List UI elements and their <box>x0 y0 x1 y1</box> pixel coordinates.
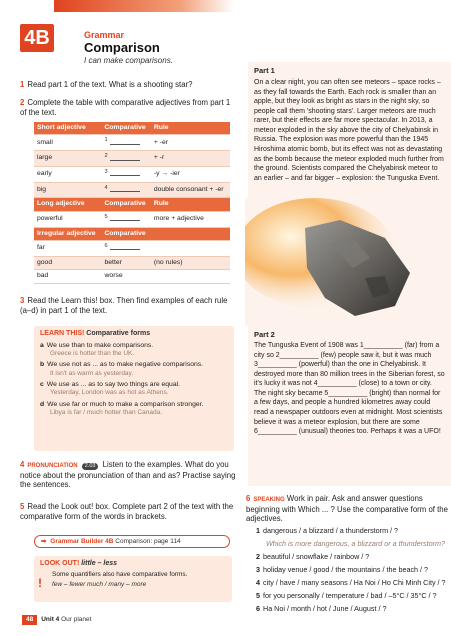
exercise-number: 2 <box>20 98 25 107</box>
exercise-6 <box>246 494 451 524</box>
table-row <box>34 166 230 182</box>
table-cell: (no rules) <box>151 256 230 269</box>
table-header: Long adjective <box>34 198 102 211</box>
part-title: Part 2 <box>254 330 275 339</box>
exercise-text: Listen to the examples. What do you notice about the pronunciation of than and as? Practise saying the sentences. <box>20 460 236 490</box>
table-header: Short adjective <box>34 122 102 135</box>
look-out-heading: little – less <box>81 560 118 567</box>
speaking-list <box>256 526 451 617</box>
learn-example: Yesterday, London was as hot as Athens. <box>50 389 169 397</box>
answer-blank[interactable]: 5 <box>102 211 151 227</box>
learn-this-title <box>40 330 228 339</box>
answer-blank[interactable]: 2 <box>102 151 151 167</box>
grammar-builder-link[interactable] <box>34 535 230 548</box>
table-header: Rule <box>151 122 230 135</box>
answer-blank[interactable]: 6 <box>102 241 151 257</box>
exercise-4 <box>20 460 240 490</box>
section-title: Comparison <box>84 40 160 55</box>
exercise-3 <box>20 296 240 315</box>
learn-this-box <box>34 326 234 451</box>
exercise-number: 6 <box>246 494 251 503</box>
table-row <box>34 211 230 227</box>
table-row <box>34 182 230 198</box>
exercise-number: 5 <box>20 502 25 511</box>
look-out-box <box>34 556 232 602</box>
exercise-text: Work in pair. Ask and answer questions beginning with Which ... ? Use the comparative form of the adjectives. <box>246 494 448 524</box>
table-header-row <box>34 198 230 211</box>
learn-rule: d We use far or much to make a comparison stronger. Libya is far / much hotter than Canada. <box>40 401 228 418</box>
speaking-example: Which is more dangerous, a blizzard or a thunderstorm? <box>266 539 445 548</box>
unit-badge: 4B <box>20 24 54 52</box>
arrow-right-icon: ➡ <box>41 538 47 545</box>
section-subtitle: I can make comparisons. <box>84 56 173 65</box>
audio-track-button[interactable]: 2.03 <box>82 463 99 470</box>
exercise-1 <box>20 80 240 90</box>
footer-unit: Unit 4 <box>41 616 60 623</box>
exclamation-icon: ! <box>38 576 42 590</box>
table-cell: early <box>34 166 102 182</box>
speaking-label: SPEAKING <box>253 497 285 503</box>
table-row <box>34 241 230 257</box>
list-item: 4 city / have / many seasons / Ha Noi / Ho Chi Minh City / ? <box>256 578 446 587</box>
answer-blank[interactable]: 4 <box>102 182 151 198</box>
learn-rule: b We use not as ... as to make negative comparisons. It isn't as warm as yesterday. <box>40 361 228 378</box>
table-header-row <box>34 122 230 135</box>
table-header-row <box>34 227 230 240</box>
table-cell: small <box>34 135 102 151</box>
learn-example: Greece is hotter than the UK. <box>50 350 135 358</box>
builder-name: Grammar Builder 4B <box>50 538 114 545</box>
table-header <box>151 227 230 240</box>
learn-example: It isn't as warm as yesterday. <box>50 369 134 377</box>
exercise-text: Read part 1 of the text. What is a shooting star? <box>27 80 193 89</box>
builder-page: Comparison: page 114 <box>115 538 181 545</box>
meteor-illustration <box>245 198 451 326</box>
table-header: Comparative <box>102 227 151 240</box>
table-cell: more + adjective <box>151 211 230 227</box>
list-item: 5 for you personally / temperature / bad / –5°C / 35°C / ? <box>256 591 437 600</box>
exercise-text: Read the Look out! box. Complete part 2 of the text with the comparative form of the words in brackets. <box>20 502 234 521</box>
exercise-5 <box>20 502 240 521</box>
table-row <box>34 270 230 283</box>
list-item: 3 holiday venue / good / the mountains / the beach / ? <box>256 565 429 574</box>
part-text: On a clear night, you can often see meteors – space rocks – as they fall towards the Earth. Each rock is smaller than an apple, but they look as bright as stars in the night sky, so people call them 'shooting stars'. Larger meteors are much rarer, but their effects are far more spectacular. In 2013, a meteor exploded in the sky above the city of Chelyabinsk in Russia. The explosion was more powerful than the 1945 Hiroshima atomic bomb, but its effect was not as devastating as the bomb because the meteor exploded much further from the ground. Scientists compared the Chelyabinsk meteor to an earlier – and far bigger – explosion: the Tunguska Event. <box>254 79 444 182</box>
exercise-number: 4 <box>20 460 25 469</box>
table-cell <box>151 270 230 283</box>
table-cell <box>151 241 230 257</box>
look-out-title <box>40 560 226 569</box>
learn-this-heading: Comparative forms <box>86 330 151 337</box>
table-cell: good <box>34 256 102 269</box>
table-cell: large <box>34 151 102 167</box>
page-number: 48 <box>22 615 37 625</box>
table-cell: + -er <box>151 135 230 151</box>
header-bar <box>54 0 451 14</box>
table-header: Comparative <box>102 122 151 135</box>
exercise-number: 1 <box>20 80 25 89</box>
table-cell: far <box>34 241 102 257</box>
table-cell: -y → -ier <box>151 166 230 182</box>
exercise-text: Read the Learn this! box. Then find examples of each rule (a–d) in part 1 of the text. <box>20 296 228 315</box>
list-item: 2 beautiful / snowflake / rainbow / ? <box>256 552 370 561</box>
section-kicker: Grammar <box>84 30 125 40</box>
table-header: Irregular adjective <box>34 227 102 240</box>
table-cell: powerful <box>34 211 102 227</box>
part-text: The Tunguska Event of 1908 was 1__________ (far) from a city so 2__________ (few) people saw it, but it was much 3__________ (powerful) than the one in Chelyabinsk. It destroyed more than 80 million trees in the Siberian forest, so it's lucky it was not 4__________ (close) to a town or city. The night sky became 5__________ (bright) than normal for a few days, and people a hundred kilometres away could read a newspaper outdoors even at midnight. Most scientists believe it was a meteor explosion, but there are some 6__________ (unusual) theories too. Perhaps it was a UFO! <box>254 342 445 436</box>
learn-rule: a We use than to make comparisons. Greece is hotter than the UK. <box>40 342 228 359</box>
learn-example: Libya is far / much hotter than Canada. <box>50 409 163 417</box>
table-cell: worse <box>102 270 151 283</box>
exercise-number: 3 <box>20 296 25 305</box>
look-out-text: Some quantifiers also have comparative forms. <box>52 570 188 578</box>
page-footer <box>22 615 91 625</box>
table-header: Rule <box>151 198 230 211</box>
look-out-example: few – fewer much / many – more <box>52 580 147 588</box>
reading-part-1 <box>248 62 451 220</box>
part-title: Part 1 <box>254 66 275 75</box>
table-row <box>34 256 230 269</box>
learn-rule: c We use as ... as to say two things are equal. Yesterday, London was as hot as Athens. <box>40 381 228 398</box>
table-row <box>34 135 230 151</box>
table-cell: bad <box>34 270 102 283</box>
exercise-text: Complete the table with comparative adjectives from part 1 of the text. <box>20 98 231 117</box>
learn-this-label: LEARN THIS! <box>40 330 85 337</box>
list-item: 1 dangerous / a blizzard / a thunderstorm / ? <box>256 526 399 535</box>
comparative-table <box>34 122 230 284</box>
exercise-2 <box>20 98 235 117</box>
table-row <box>34 151 230 167</box>
table-cell: double consonant + -er <box>151 182 230 198</box>
list-item: 6 Ha Noi / month / hot / June / August / ? <box>256 604 387 613</box>
answer-blank[interactable]: 1 <box>102 135 151 151</box>
table-cell: big <box>34 182 102 198</box>
look-out-label: LOOK OUT! <box>40 560 80 567</box>
table-header: Comparative <box>102 198 151 211</box>
pronunciation-label: PRONUNCIATION <box>27 463 78 469</box>
table-cell: + -r <box>151 151 230 167</box>
answer-blank[interactable]: 3 <box>102 166 151 182</box>
header-accent-bar <box>54 0 234 12</box>
reading-part-2 <box>248 326 451 486</box>
table-cell: better <box>102 256 151 269</box>
footer-topic: Our planet <box>61 616 92 623</box>
